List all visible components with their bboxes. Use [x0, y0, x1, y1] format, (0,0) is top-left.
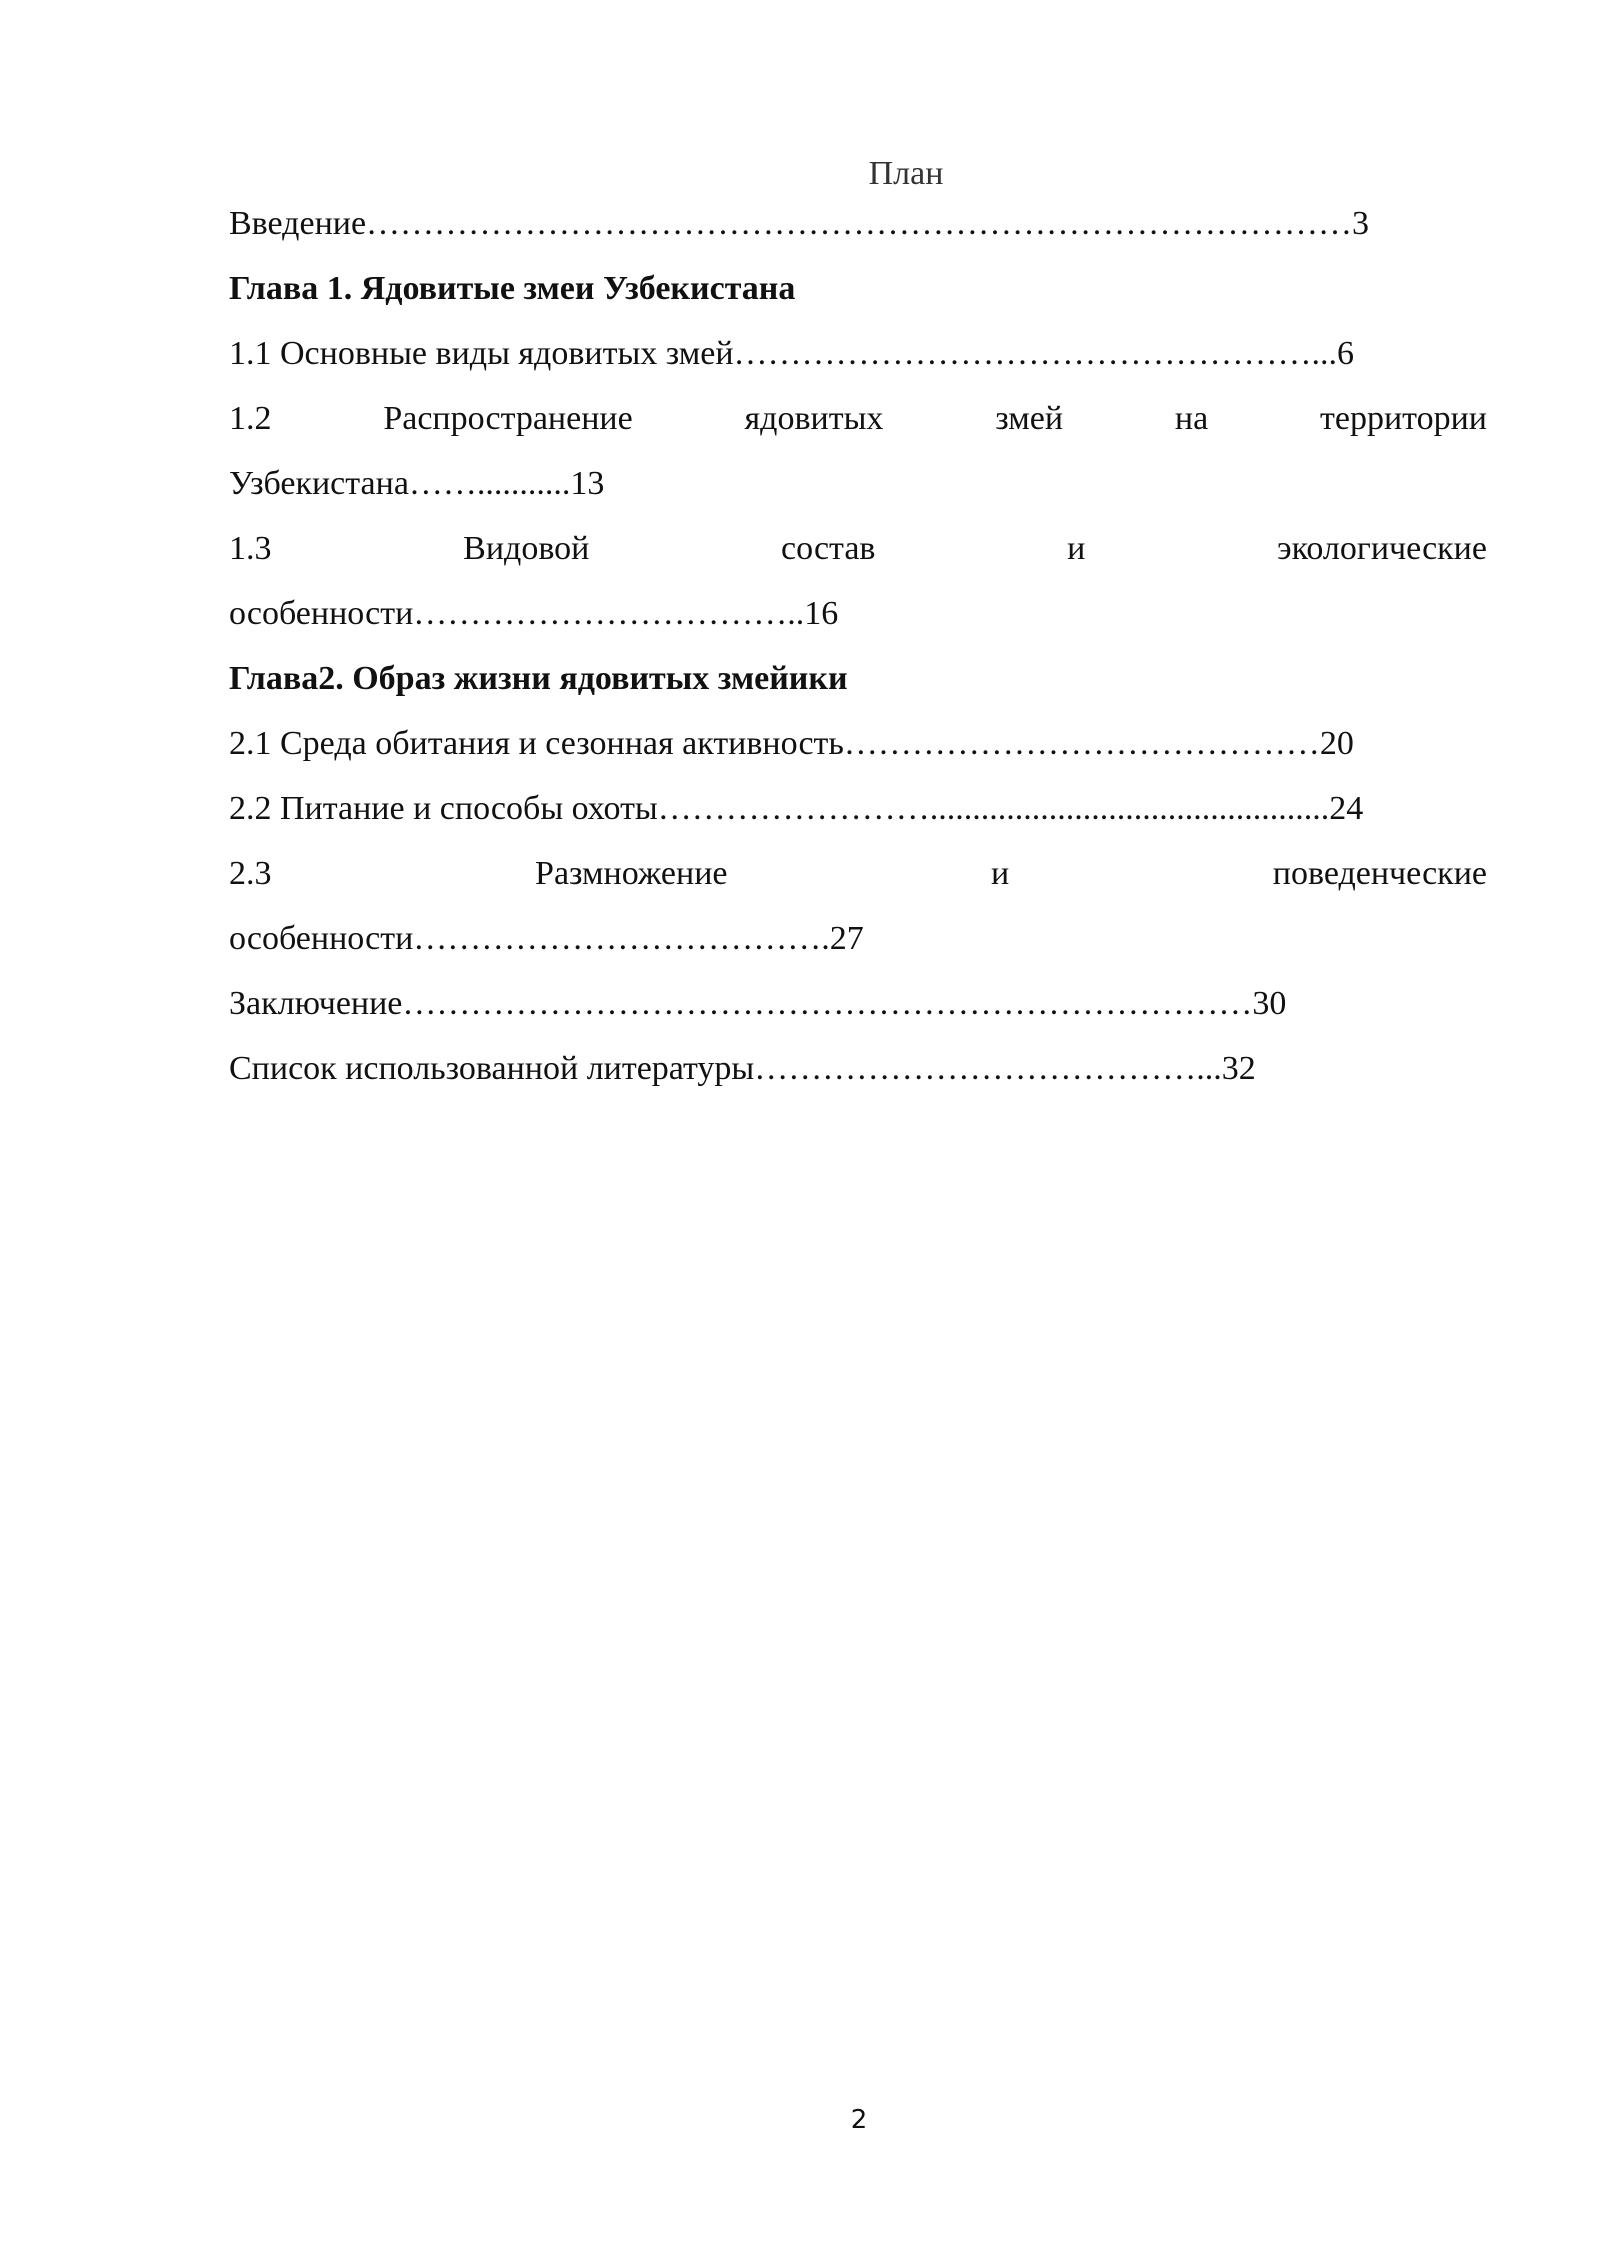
toc-word: состав — [781, 530, 876, 567]
toc-entry-1-3 — [229, 524, 1487, 574]
toc-word: змей — [995, 400, 1064, 437]
toc-entry-introduction: Введение……………………………………………………………………………3 — [229, 205, 1370, 242]
toc-entry-2-3-continuation: особенности……………………………….27 — [229, 920, 864, 957]
toc-word: Видовой — [463, 530, 590, 567]
toc-entry-2-2: 2.2 Питание и способы охоты……………………...............................................24 — [229, 790, 1364, 827]
toc-chapter-2-heading: Глава2. Образ жизни ядовитых змейики — [229, 660, 848, 697]
toc-entry-2-1: 2.1 Среда обитания и сезонная активность……………………………………20 — [229, 725, 1354, 762]
toc-entry-1-3-continuation: особенности……………………………..16 — [229, 595, 839, 632]
toc-word: 1.2 — [229, 400, 272, 437]
toc-entry-references: Список использованной литературы…………………………………...32 — [229, 1050, 1256, 1087]
toc-entry-1-2 — [229, 394, 1487, 444]
toc-chapter-1-heading: Глава 1. Ядовитые змеи Узбекистана — [229, 270, 796, 307]
toc-word: 2.3 — [229, 855, 272, 892]
toc-entry-2-3 — [229, 849, 1487, 899]
toc-word: поведенческие — [1272, 855, 1487, 892]
toc-word: экологические — [1276, 530, 1487, 567]
toc-word: и — [1067, 530, 1086, 567]
toc-word: и — [991, 855, 1010, 892]
toc-entry-conclusion: Заключение…………………………………………………………………30 — [229, 985, 1287, 1022]
toc-word: на — [1174, 400, 1209, 437]
toc-word: территории — [1320, 400, 1487, 437]
toc-word: Размножение — [535, 855, 728, 892]
page-number: 2 — [850, 2105, 868, 2135]
toc-word: 1.3 — [229, 530, 272, 567]
toc-entry-1-1: 1.1 Основные виды ядовитых змей……………………………………………...6 — [229, 335, 1355, 372]
toc-word: Распространение — [383, 400, 633, 437]
document-title: План — [868, 155, 944, 192]
toc-entry-1-2-continuation: Узбекистана……...........13 — [229, 465, 605, 502]
toc-word: ядовитых — [744, 400, 884, 437]
